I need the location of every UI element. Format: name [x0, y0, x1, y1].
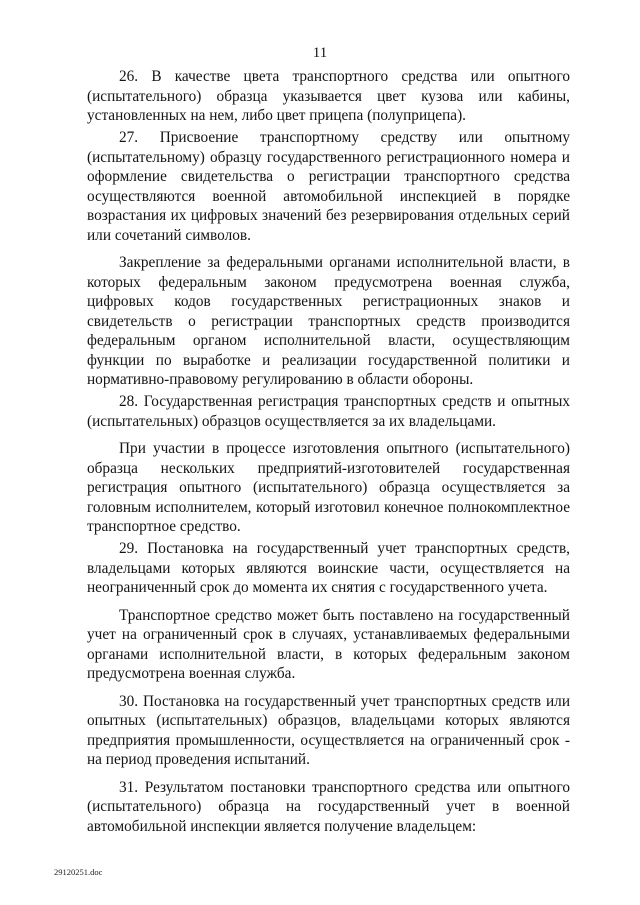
- paragraph-29-continuation: Транспортное средство может быть поставлено на государственный учет на ограниченный срок в случаях, устанавливаемых федеральными органами исполнительной власти, в которых федеральным законом предусмотрена военная служба.: [87, 606, 570, 682]
- paragraph-30: 30. Постановка на государственный учет транспортных средств или опытных (испытательных) образцов, владельцами которых являются предприятия промышленности, осуществляется на ограниченный срок - на период проведения испытаний.: [87, 692, 570, 768]
- paragraph-27-continuation: Закрепление за федеральными органами исполнительной власти, в которых федеральным законом предусмотрена военная служба, цифровых кодов государственных регистрационных знаков и свидетельств о регистрации транспортных средств производится федеральным органом исполнительной власти, осуществляющим функции по выработке и реализации государственной политики и нормативно-правовому регулированию в области обороны.: [87, 254, 570, 388]
- paragraph-28: 28. Государственная регистрация транспортных средств и опытных (испытательных) образцов осуществляется за их владельцами.: [87, 393, 570, 430]
- paragraph-28-continuation: При участии в процессе изготовления опытного (испытательного) образца нескольких предприятий-изготовителей государственная регистрация опытного (испытательного) образца осуществляется за головным исполнителем, который изготовил конечное полнокомплектное транспортное средство.: [87, 440, 570, 535]
- footer-filename: 29120251.doc: [54, 867, 103, 877]
- paragraph-31: 31. Результатом постановки транспортного средства или опытного (испытательного) образца на государственный учет в военной автомобильной инспекции является получение владельцем:: [87, 778, 570, 835]
- paragraph-27: 27. Присвоение транспортному средству или опытному (испытательному) образцу государственного регистрационного номера и оформление свидетельства о регистрации транспортного средства осуществляются военной автомобильной инспекцией в порядке возрастания их цифровых значений без резервирования отдельных серий или сочетаний символов.: [87, 129, 570, 244]
- paragraph-26: 26. В качестве цвета транспортного средства или опытного (испытательного) образца указывается цвет кузова или кабины, установленных на нем, либо цвет прицепа (полуприцепа).: [87, 68, 570, 124]
- page-number: 11: [312, 45, 328, 61]
- document-body: [87, 67, 570, 836]
- paragraph-29: 29. Постановка на государственный учет транспортных средств, владельцами которых являются воинские части, осуществляется на неограниченный срок до момента их снятия с государственного учета.: [87, 540, 570, 596]
